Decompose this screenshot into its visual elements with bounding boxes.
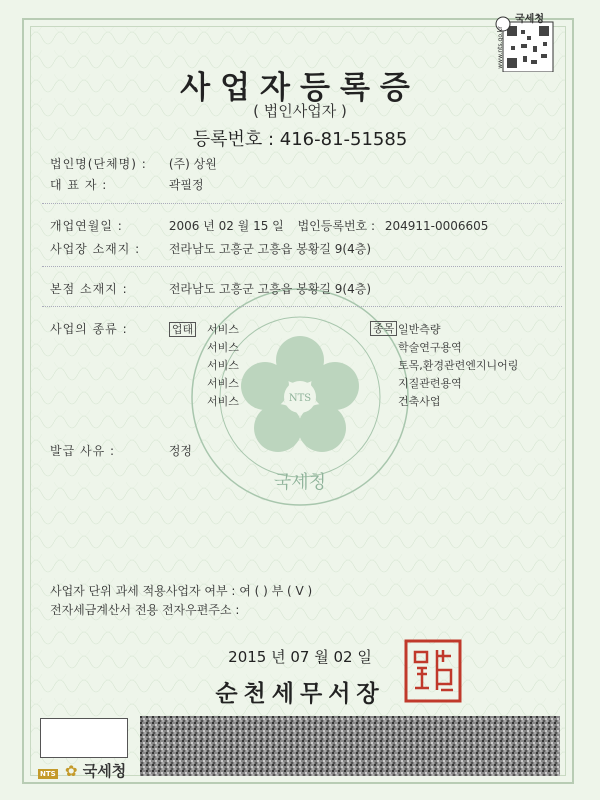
type-tag: 업태	[169, 322, 196, 337]
corp-name-row	[50, 155, 217, 172]
nts-logo	[38, 760, 126, 781]
unit-tax-row: 사업자 단위 과세 적용사업자 여부 : 여 ( ) 부 ( V )	[50, 584, 313, 598]
document-title: 사업자등록증	[180, 70, 420, 106]
nts-logo-abbr: NTS	[40, 770, 56, 778]
qr-url: www.nts.go.kr	[496, 26, 504, 69]
email-row: 전자세금계산서 전용 전자우편주소 :	[50, 603, 240, 617]
business-item-entry: 토목,환경관련엔지니어링	[398, 359, 519, 372]
corp-reg-label: 법인등록번호 :	[297, 219, 376, 233]
open-date-row	[50, 217, 488, 234]
hq-address-label: 본점 소재지 :	[50, 282, 128, 296]
corp-reg-value: 204911-0006605	[384, 219, 489, 233]
nts-logo-text: 국세청	[82, 762, 127, 780]
business-item-entry: 일반측량	[398, 323, 441, 336]
business-type-entry: 서비스	[207, 323, 239, 336]
corp-name-value: (주) 상원	[168, 157, 217, 171]
issuing-office: 순천세무서장	[215, 681, 385, 707]
business-item-entry: 건축사업	[398, 395, 441, 408]
open-date-label: 개업연월일 :	[50, 219, 123, 233]
representative-value: 곽필정	[168, 178, 204, 192]
official-seal	[403, 638, 463, 704]
issue-reason-value: 정정	[168, 444, 193, 458]
issue-date: 2015 년 07 월 02 일	[228, 648, 372, 666]
blank-box	[40, 718, 128, 758]
watermark-abbr: NTS	[288, 393, 312, 404]
business-item-entry: 지질관련용역	[398, 377, 462, 390]
qr-label: 국세청	[515, 14, 544, 25]
watermark-text: 국세청	[273, 472, 327, 493]
representative-label: 대 표 자 :	[50, 178, 108, 192]
business-type-entry: 서비스	[207, 359, 239, 372]
business-address-value: 전라남도 고흥군 고흥읍 봉황길 9(4층)	[168, 242, 372, 256]
divider	[42, 306, 562, 307]
business-type-row	[50, 320, 196, 337]
issue-reason-label: 발급 사유 :	[50, 444, 116, 458]
item-tag-wrap	[370, 320, 397, 336]
divider	[42, 203, 562, 204]
corp-name-label: 법인명(단체명) :	[50, 157, 147, 171]
business-type-entry: 서비스	[207, 395, 239, 408]
open-date-value: 2006 년 02 월 15 일	[168, 219, 284, 233]
hq-address-value: 전라남도 고흥군 고흥읍 봉황길 9(4층)	[168, 282, 372, 296]
issue-reason-row	[50, 442, 192, 459]
business-item-entry: 학술연구용역	[398, 341, 462, 354]
hq-address-row	[50, 280, 371, 297]
registration-number: 등록번호 : 416-81-51585	[192, 129, 408, 150]
nts-emblem-icon: ✿	[64, 762, 78, 780]
document-subtitle: ( 법인사업자 )	[253, 102, 347, 120]
business-address-row	[50, 240, 371, 257]
business-type-entry: 서비스	[207, 341, 239, 354]
divider	[42, 266, 562, 267]
representative-row	[50, 176, 204, 193]
item-tag: 종목	[370, 321, 397, 336]
business-address-label: 사업장 소재지 :	[50, 242, 141, 256]
security-pattern-strip	[140, 716, 560, 776]
business-type-label: 사업의 종류 :	[50, 322, 128, 336]
business-type-entry: 서비스	[207, 377, 239, 390]
